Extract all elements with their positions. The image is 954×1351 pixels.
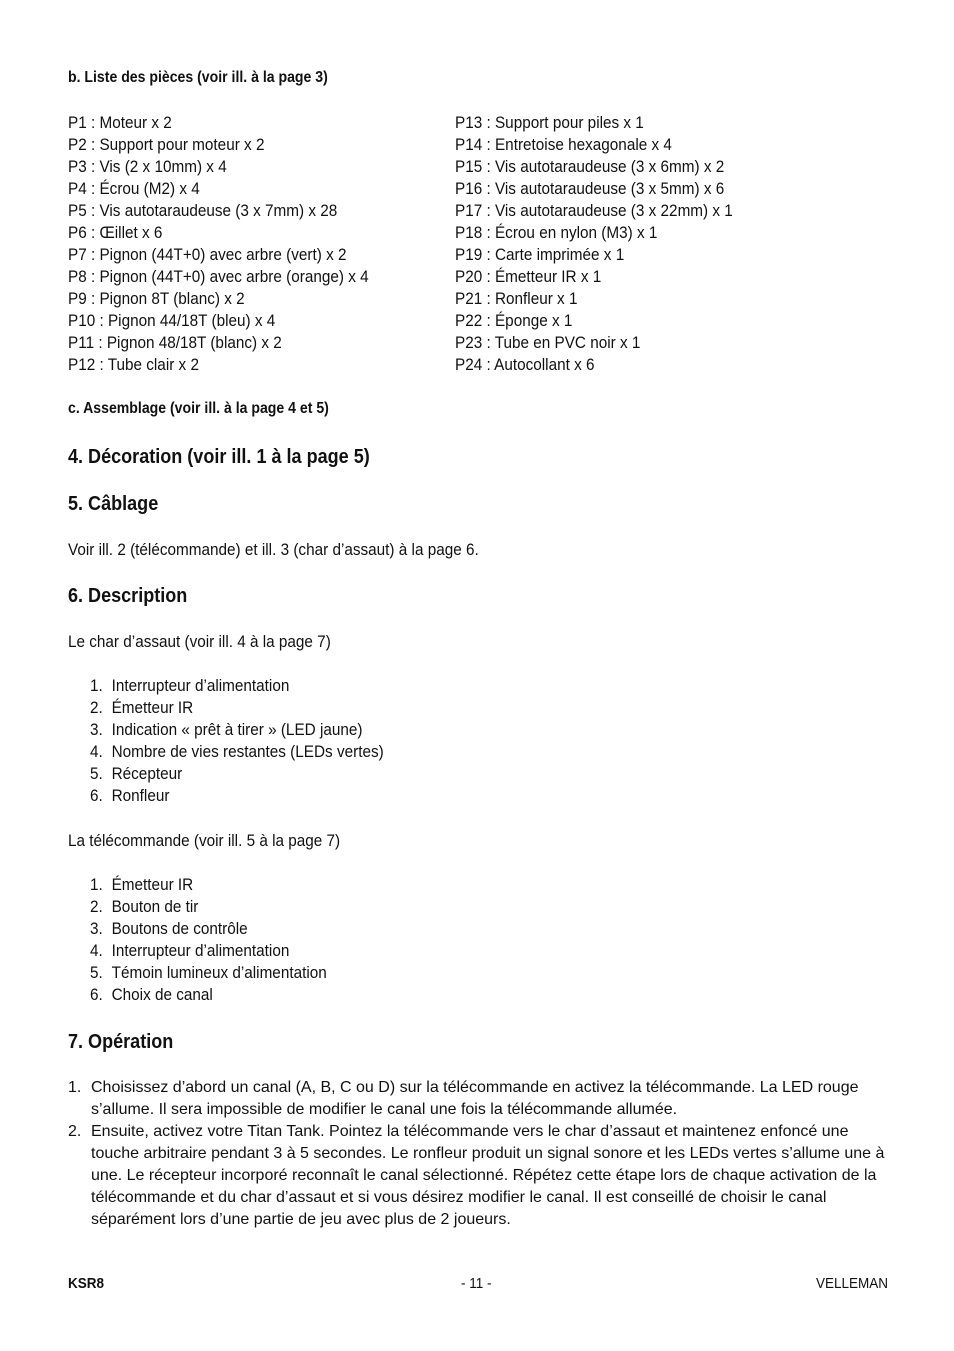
- list-item: P14 : Entretoise hexagonale x 4: [455, 135, 672, 154]
- list-item: 2. Bouton de tir: [90, 897, 199, 916]
- list-item: P10 : Pignon 44/18T (bleu) x 4: [68, 311, 276, 330]
- list-item: P24 : Autocollant x 6: [455, 355, 595, 374]
- list-item: 6. Choix de canal: [90, 985, 213, 1004]
- remote-intro: La télécommande (voir ill. 5 à la page 7): [68, 831, 341, 850]
- list-item: 5. Récepteur: [90, 764, 183, 783]
- section-5-heading: 5. Câblage: [68, 492, 159, 515]
- list-item: 4. Interrupteur d’alimentation: [90, 941, 290, 960]
- list-item: P20 : Émetteur IR x 1: [455, 267, 602, 286]
- list-item: P12 : Tube clair x 2: [68, 355, 199, 374]
- list-item: P8 : Pignon (44T+0) avec arbre (orange) x 4: [68, 267, 369, 286]
- section-6-heading: 6. Description: [68, 584, 188, 607]
- tank-intro: Le char d’assaut (voir ill. 4 à la page 7): [68, 632, 331, 651]
- list-item: P2 : Support pour moteur x 2: [68, 135, 265, 154]
- list-item: P6 : Œillet x 6: [68, 223, 163, 242]
- list-item: 4. Nombre de vies restantes (LEDs vertes): [90, 742, 384, 761]
- list-item: P3 : Vis (2 x 10mm) x 4: [68, 157, 227, 176]
- list-item: P7 : Pignon (44T+0) avec arbre (vert) x 2: [68, 245, 347, 264]
- list-item: P22 : Éponge x 1: [455, 311, 573, 330]
- section-4-heading: 4. Décoration (voir ill. 1 à la page 5): [68, 445, 370, 468]
- list-item: P4 : Écrou (M2) x 4: [68, 179, 200, 198]
- list-item: 2. Ensuite, activez votre Titan Tank. Pointez la télécommande vers le char d’assaut et maintenez enfoncé une touche arbitraire pendant 3 à 5 secondes. Le ronfleur produit un signal sonore et les LEDs vertes s’allume une à une. Le récepteur incorporé reconnaît le canal sélectionné. Répétez cette étape lors de chaque activation de la télécommande et du char d’assaut et si vous désirez modifier le canal. Il est conseillé de choisir le canal séparément lors d’une partie de jeu avec plus de 2 joueurs.: [68, 1123, 885, 1228]
- footer-page-number: - 11 -: [461, 1275, 492, 1292]
- list-item: 1. Choisissez d’abord un canal (A, B, C ou D) sur la télécommande en activez la télécommande. La LED rouge s’allume. Il sera impossible de modifier le canal une fois la télécommande allumée.: [68, 1079, 859, 1118]
- footer-model: KSR8: [68, 1275, 105, 1292]
- section-c-title: c. Assemblage (voir ill. à la page 4 et 5): [68, 400, 329, 417]
- list-item: 3. Boutons de contrôle: [90, 919, 248, 938]
- list-item: 1. Émetteur IR: [90, 875, 194, 894]
- list-item: P18 : Écrou en nylon (M3) x 1: [455, 223, 658, 242]
- list-item: P5 : Vis autotaraudeuse (3 x 7mm) x 28: [68, 201, 338, 220]
- footer-brand: VELLEMAN: [816, 1275, 889, 1292]
- list-item: 2. Émetteur IR: [90, 698, 194, 717]
- parts-list-right: [455, 112, 764, 376]
- list-item: P21 : Ronfleur x 1: [455, 289, 578, 308]
- section-7-heading: 7. Opération: [68, 1030, 174, 1053]
- list-item: 3. Indication « prêt à tirer » (LED jaune): [90, 720, 363, 739]
- list-item: 6. Ronfleur: [90, 786, 170, 805]
- list-item: P15 : Vis autotaraudeuse (3 x 6mm) x 2: [455, 157, 725, 176]
- list-item: P1 : Moteur x 2: [68, 113, 172, 132]
- list-item: P16 : Vis autotaraudeuse (3 x 5mm) x 6: [455, 179, 725, 198]
- list-item: P17 : Vis autotaraudeuse (3 x 22mm) x 1: [455, 201, 733, 220]
- tank-parts-list: [90, 675, 416, 807]
- list-item: 1. Interrupteur d’alimentation: [90, 676, 290, 695]
- section-5-text: Voir ill. 2 (télécommande) et ill. 3 (char d’assaut) à la page 6.: [68, 540, 479, 559]
- list-item: P11 : Pignon 48/18T (blanc) x 2: [68, 333, 282, 352]
- remote-parts-list: [90, 874, 353, 1006]
- list-item: P23 : Tube en PVC noir x 1: [455, 333, 641, 352]
- operation-steps: [68, 1077, 888, 1231]
- section-b-title: b. Liste des pièces (voir ill. à la page 3): [68, 69, 328, 86]
- list-item: 5. Témoin lumineux d’alimentation: [90, 963, 327, 982]
- list-item: P13 : Support pour piles x 1: [455, 113, 644, 132]
- list-item: P19 : Carte imprimée x 1: [455, 245, 625, 264]
- list-item: P9 : Pignon 8T (blanc) x 2: [68, 289, 245, 308]
- parts-list-left: [68, 112, 402, 376]
